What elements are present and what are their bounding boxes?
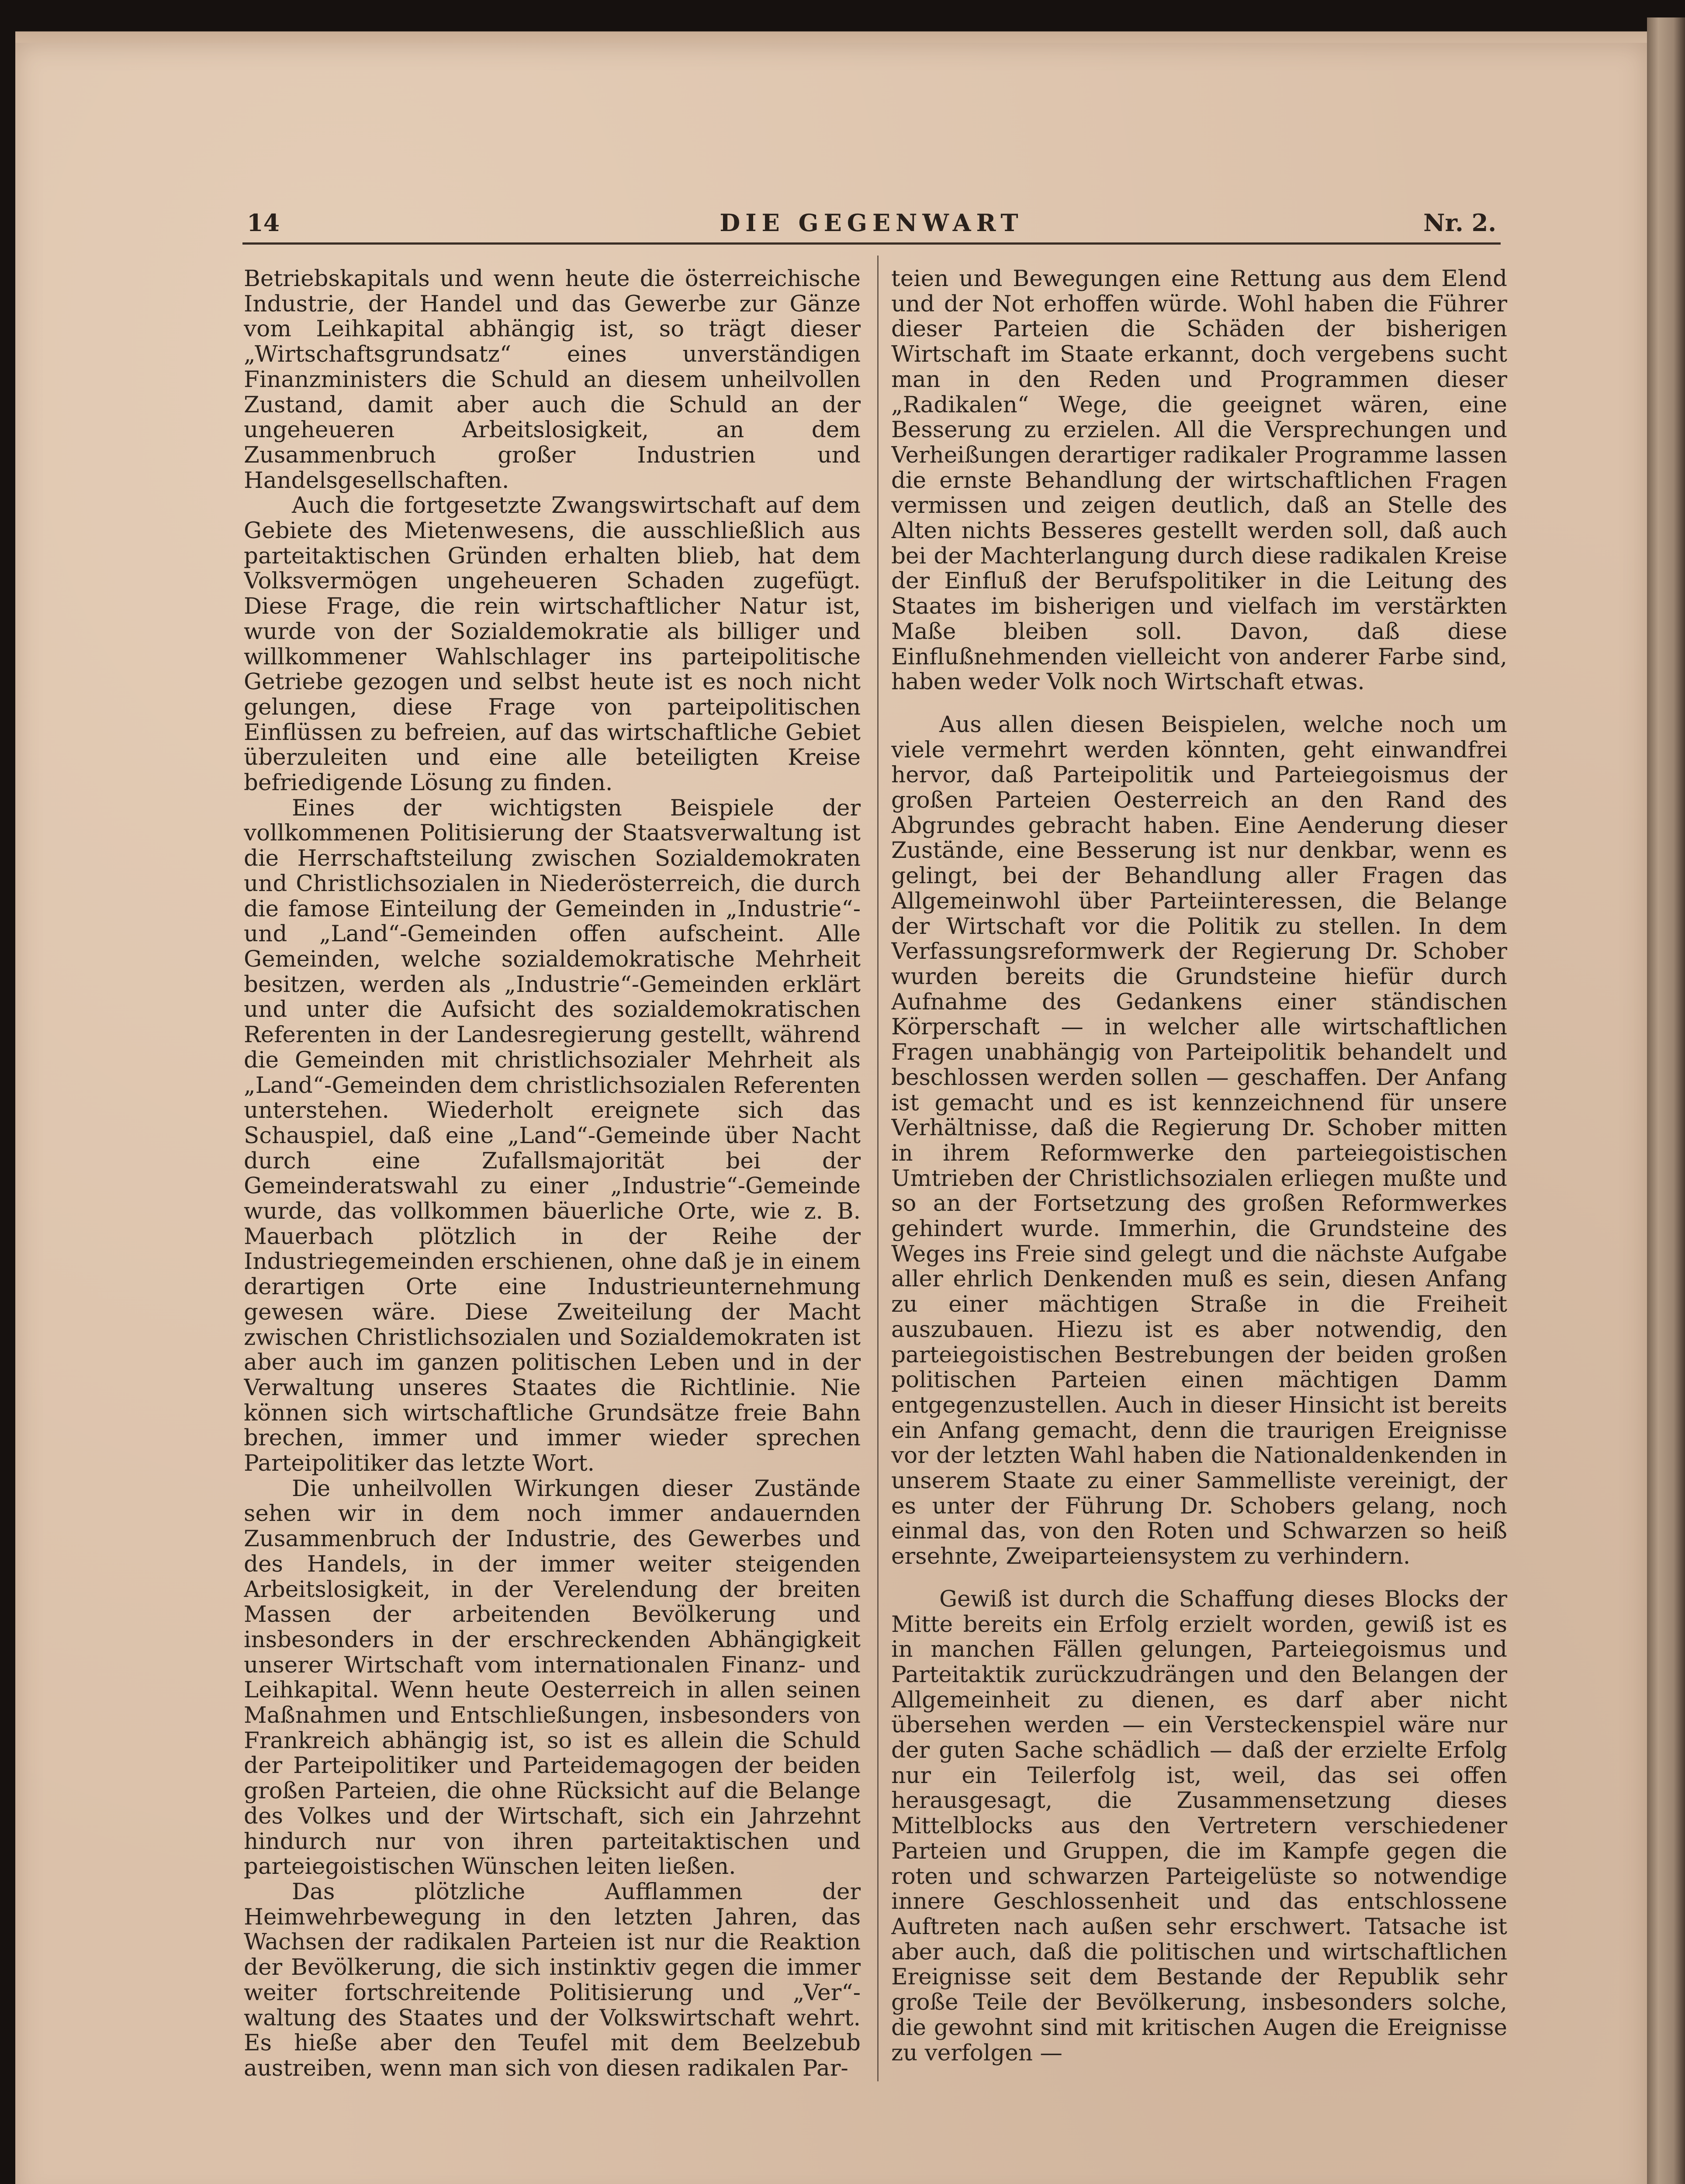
page-spine [1647,17,1685,2184]
paragraph: Gewiß ist durch die Schaffung dieses Blocks der Mitte bereits ein Erfolg erzielt worden, gewiß ist es in manchen Fällen gelungen, Parteiegoismus und Parteitaktik zurückzudrängen und den Belangen der Allgemeinheit zu dienen, es darf aber nicht übersehen werden — ein Versteckenspiel wäre nur der guten Sache schädlich — daß der erzielte Erfolg nur ein Teilerfolg ist, weil, das sei offen herausgesagt, die Zusammensetzung dieses Mittelblocks aus den Vertretern verschiedener Parteien und Gruppen, die im Kampfe gegen die roten und schwarzen Parteigelüste so notwendige innere Geschlossenheit und das entschlossene Auftreten nach außen sehr erschwert. Tatsache ist aber auch, daß die politischen und wirtschaftlichen Ereignisse seit dem Bestande der Republik sehr große Teile der Bevölkerung, insbesonders solche, die gewohnt sind mit kritischen Augen die Ereignisse zu verfolgen — [891,1586,1507,2066]
paragraph: Auch die fortgesetzte Zwangswirtschaft auf dem Gebiete des Mietenwesens, die ausschließlich aus parteitaktischen Gründen erhalten blieb, hat dem Volksvermögen ungeheueren Schaden zugefügt. Diese Frage, die rein wirtschaftlicher Natur ist, wurde von der Sozialdemokratie als billiger und willkommener Wahlschlager ins parteipolitische Getriebe gezogen und selbst heute ist es noch nicht gelungen, diese Frage von parteipolitischen Einflüssen zu befreien, auf das wirtschaftliche Gebiet überzuleiten und eine alle beteiligten Kreise befriedigende Lösung zu finden. [244,492,861,796]
left-column [244,266,861,2084]
paragraph: Betriebskapitals und wenn heute die österreichische Industrie, der Handel und das Gewerbe zur Gänze vom Leihkapital abhängig ist, so trägt dieser „Wirtschaftsgrundsatz“ eines unverständigen Finanzministers die Schuld an diesem unheilvollen Zustand, damit aber auch die Schuld an der ungeheueren Arbeitslosigkeit, an dem Zusammenbruch großer Industrien und Handelsgesellschaften. [244,266,861,494]
right-column [891,266,1507,2084]
paragraph: Eines der wichtigsten Beispiele der vollkommenen Politisierung der Staatsverwaltung ist die Herrschaftsteilung zwischen Sozialdemokraten und Christlichsozialen in Niederösterreich, die durch die famose Einteilung der Gemeinden in „Industrie“- und „Land“-Gemeinden offen aufscheint. Alle Gemeinden, welche sozialdemokratische Mehrheit besitzen, werden als „Industrie“-Gemeinden erklärt und unter die Aufsicht des sozialdemokratischen Referenten in der Landesregierung gestellt, während die Gemeinden mit christlichsozialer Mehrheit als „Land“-Gemeinden dem christlichsozialen Referenten unterstehen. Wiederholt ereignete sich das Schauspiel, daß eine „Land“-Gemeinde über Nacht durch eine Zufallsmajorität bei der Gemeinderatswahl zu einer „Industrie“-Gemeinde wurde, das vollkommen bäuerliche Orte, wie z. B. Mauerbach plötzlich in der Reihe der Industriegemeinden erschienen, ohne daß je in einem derartigen Orte eine Industrieunternehmung gewesen wäre. Diese Zweiteilung der Macht zwischen Christlichsozialen und Sozialdemokraten ist aber auch im ganzen politischen Leben und in der Verwaltung unseres Staates die Richtlinie. Nie können sich wirtschaftliche Grundsätze freie Bahn brechen, immer und immer wieder sprechen Parteipolitiker das letzte Wort. [244,795,861,1477]
paragraph: Die unheilvollen Wirkungen dieser Zustände sehen wir in dem noch immer andauernden Zusammenbruch der Industrie, des Gewerbes und des Handels, in der immer weiter steigenden Arbeitslosigkeit, in der Verelendung der breiten Massen der arbeitenden Bevölkerung und insbesonders in der erschreckenden Abhängigkeit unserer Wirtschaft vom internationalen Finanz- und Leihkapital. Wenn heute Oesterreich in allen seinen Maßnahmen und Entschließungen, insbesonders von Frankreich abhängig ist, so ist es allein die Schuld der Parteipolitiker und Parteidemagogen der beiden großen Parteien, die ohne Rücksicht auf die Belange des Volkes und der Wirtschaft, sich ein Jahrzehnt hindurch nur von ihren parteitaktischen und parteiegoistischen Wünschen leiten ließen. [244,1475,861,1880]
column-divider [877,256,879,2081]
page-header [247,209,1496,239]
issue-number: Nr. 2. [1423,209,1496,237]
header-rule [242,242,1501,245]
page-number: 14 [247,209,280,237]
paragraph: Das plötzliche Aufflammen der Heimwehrbewegung in den letzten Jahren, das Wachsen der radikalen Parteien ist nur die Reaktion der Bevölkerung, die sich instinktiv gegen die immer weiter fortschreitende Politisierung und „Ver“-waltung des Staates und der Volkswirtschaft wehrt. Es hieße aber den Teufel mit dem Beelzebub austreiben, wenn man sich von diesen radikalen Par- [244,1879,861,2081]
paragraph: Aus allen diesen Beispielen, welche noch um viele vermehrt werden könnten, geht einwandfrei hervor, daß Parteipolitik und Parteiegoismus der großen Parteien Oesterreich an den Rand des Abgrundes gebracht haben. Eine Aenderung dieser Zustände, eine Besserung ist nur denkbar, wenn es gelingt, bei der Behandlung aller Fragen das Allgemeinwohl über Parteiinteressen, die Belange der Wirtschaft vor die Politik zu stellen. In dem Verfassungsreformwerk der Regierung Dr. Schober wurden bereits die Grundsteine hiefür durch Aufnahme des Gedankens einer ständischen Körperschaft — in welcher alle wirtschaftlichen Fragen unabhängig von Parteipolitik behandelt und beschlossen werden sollen — geschaffen. Der Anfang ist gemacht und es ist kennzeichnend für unsere Verhältnisse, daß die Regierung Dr. Schober mitten in ihrem Reformwerke den parteiegoistischen Umtrieben der Christlichsozialen erliegen mußte und so an der Fortsetzung des großen Reformwerkes gehindert wurde. Immerhin, die Grundsteine des Weges ins Freie sind gelegt und die nächste Aufgabe aller ehrlich Denkenden muß es sein, diesen Anfang zu einer mächtigen Straße in die Freiheit auszubauen. Hiezu ist es aber notwendig, den parteiegoistischen Bestrebungen der beiden großen politischen Parteien einen mächtigen Damm entgegenzustellen. Auch in dieser Hinsicht ist bereits ein Anfang gemacht, denn die traurigen Ereignisse vor der letzten Wahl haben die Nationaldenkenden in unserem Staate zu einer Sammelliste vereinigt, der es unter der Führung Dr. Schobers gelang, noch einmal das, von den Roten und Schwarzen so heiß ersehnte, Zweiparteiensystem zu verhindern. [891,711,1507,1570]
paragraph: teien und Bewegungen eine Rettung aus dem Elend und der Not erhoffen würde. Wohl haben die Führer dieser Parteien die Schäden der bisherigen Wirtschaft im Staate erkannt, doch vergebens sucht man in den Reden und Programmen dieser „Radikalen“ Wege, die geeignet wären, eine Besserung zu erzielen. All die Versprechungen und Verheißungen derartiger radikaler Programme lassen die ernste Behandlung der wirtschaftlichen Fragen vermissen und zeigen deutlich, daß an Stelle des Alten nichts Besseres gestellt werden soll, daß auch bei der Machterlangung durch diese radikalen Kreise der Einfluß der Berufspolitiker in die Leitung des Staates im bisherigen und vielfach im verstärkten Maße bleiben soll. Davon, daß diese Einflußnehmenden vielleicht von anderer Farbe sind, haben weder Volk noch Wirtschaft etwas. [891,266,1507,695]
publication-title: DIE GEGENWART [720,209,1024,237]
